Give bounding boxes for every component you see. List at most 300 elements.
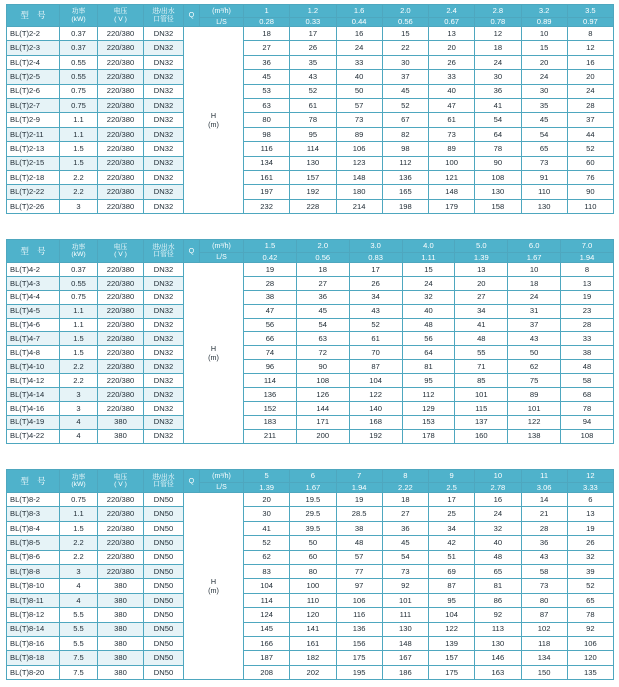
head-value-cell: 50: [290, 536, 336, 550]
head-value-cell: 35: [521, 98, 567, 112]
head-label-cell: [184, 263, 244, 444]
voltage-cell: 380: [98, 622, 144, 636]
head-value-cell: 122: [429, 622, 475, 636]
port-cell: DN32: [144, 84, 184, 98]
head-value-cell: 24: [567, 84, 613, 98]
model-cell: BL(T)2-6: [7, 84, 60, 98]
power-cell: 1.1: [60, 127, 98, 141]
m3h-label: (m³/h): [212, 472, 231, 480]
head-value-cell: 61: [349, 332, 402, 346]
head-value-cell: 20: [521, 55, 567, 69]
head-value-cell: 33: [561, 332, 614, 346]
table-row: [7, 304, 614, 318]
head-value-cell: 40: [475, 536, 521, 550]
head-value-cell: 48: [561, 360, 614, 374]
power-cell: 0.55: [60, 276, 98, 290]
power-cell: 4: [60, 579, 98, 593]
head-value-cell: 28: [244, 276, 297, 290]
head-value-cell: 157: [429, 651, 475, 665]
head-value-cell: 15: [382, 27, 428, 41]
head-value-cell: 141: [290, 622, 336, 636]
head-value-cell: 80: [521, 593, 567, 607]
table-row: [7, 290, 614, 304]
head-value-cell: 8: [561, 263, 614, 277]
head-value-cell: 56: [244, 318, 297, 332]
flow-m3h-value: 4.0: [402, 240, 455, 253]
head-value-cell: 28: [561, 318, 614, 332]
voltage-cell: 220/380: [98, 360, 144, 374]
model-cell: BL(T)2-13: [7, 142, 60, 156]
port-cell: DN32: [144, 98, 184, 112]
head-value-cell: 50: [508, 346, 561, 360]
model-cell: BL(T)4-4: [7, 290, 60, 304]
head-value-cell: 24: [336, 41, 382, 55]
head-value-cell: 200: [296, 429, 349, 443]
flow-m3h-value: 2.0: [382, 5, 428, 18]
flow-m3h-value: 1.6: [336, 5, 382, 18]
head-value-cell: 12: [567, 41, 613, 55]
head-value-cell: 26: [349, 276, 402, 290]
head-value-cell: 38: [244, 290, 297, 304]
table-row: [7, 622, 614, 636]
head-value-cell: 89: [336, 127, 382, 141]
flow-ls-value: 0.56: [382, 18, 428, 27]
head-value-cell: 232: [244, 199, 290, 213]
head-value-cell: 80: [244, 113, 290, 127]
head-value-cell: 48: [336, 536, 382, 550]
head-value-cell: 58: [521, 564, 567, 578]
head-value-cell: 54: [521, 127, 567, 141]
head-value-cell: 36: [521, 536, 567, 550]
head-value-cell: 24: [508, 290, 561, 304]
port-cell: DN50: [144, 651, 184, 665]
head-value-cell: 18: [382, 493, 428, 507]
head-value-cell: 116: [336, 608, 382, 622]
flow-unit-m3h: [200, 470, 244, 483]
flow-ls-value: 1.67: [290, 483, 336, 493]
head-value-cell: 95: [290, 127, 336, 141]
head-value-cell: 95: [429, 593, 475, 607]
table-row: [7, 593, 614, 607]
head-value-cell: 60: [567, 156, 613, 170]
head-value-cell: 13: [561, 276, 614, 290]
model-cell: BL(T)4-2: [7, 263, 60, 277]
head-value-cell: 14: [521, 493, 567, 507]
head-value-cell: 54: [475, 113, 521, 127]
head-value-cell: 148: [336, 170, 382, 184]
head-value-cell: 178: [402, 429, 455, 443]
power-label: 功率: [71, 473, 86, 481]
head-value-cell: 27: [455, 290, 508, 304]
voltage-cell: 220/380: [98, 263, 144, 277]
head-value-cell: 36: [475, 84, 521, 98]
head-value-cell: 26: [429, 55, 475, 69]
head-value-cell: 110: [521, 185, 567, 199]
head-value-cell: 81: [402, 360, 455, 374]
head-value-cell: 24: [475, 55, 521, 69]
head-value-cell: 180: [336, 185, 382, 199]
table-row: [7, 665, 614, 679]
head-value-cell: 52: [244, 536, 290, 550]
model-cell: BL(T)8-16: [7, 636, 60, 650]
port-sub-label: 口管径: [153, 251, 174, 258]
table-row: [7, 113, 614, 127]
head-value-cell: 137: [455, 415, 508, 429]
head-value-cell: 130: [290, 156, 336, 170]
head-value-cell: 39: [567, 564, 613, 578]
head-value-cell: 187: [244, 651, 290, 665]
port-label: 进/出水: [152, 243, 175, 251]
model-cell: BL(T)4-6: [7, 318, 60, 332]
head-value-cell: 48: [475, 550, 521, 564]
head-value-cell: 124: [244, 608, 290, 622]
head-value-cell: 10: [521, 27, 567, 41]
flow-m3h-value: 10: [475, 470, 521, 483]
head-value-cell: 202: [290, 665, 336, 679]
head-value-cell: 83: [244, 564, 290, 578]
head-value-cell: 8: [567, 27, 613, 41]
model-cell: BL(T)8-6: [7, 550, 60, 564]
head-value-cell: 192: [349, 429, 402, 443]
power-cell: 1.1: [60, 113, 98, 127]
head-value-cell: 140: [349, 401, 402, 415]
head-value-cell: 211: [244, 429, 297, 443]
head-value-cell: 64: [475, 127, 521, 141]
head-value-cell: 81: [475, 579, 521, 593]
port-label: 进/出水: [152, 473, 175, 481]
head-value-cell: 66: [244, 332, 297, 346]
power-header: [60, 5, 98, 27]
head-label-cell: [184, 493, 244, 680]
q-label: Q: [188, 12, 195, 19]
head-value-cell: 113: [475, 622, 521, 636]
power-cell: 2.2: [60, 536, 98, 550]
port-sub-label: 口管径: [153, 481, 174, 488]
head-value-cell: 120: [567, 651, 613, 665]
port-header: [144, 5, 184, 27]
head-value-cell: 150: [521, 665, 567, 679]
voltage-cell: 220/380: [98, 564, 144, 578]
head-value-cell: 130: [475, 185, 521, 199]
head-value-cell: 120: [290, 608, 336, 622]
voltage-cell: 220/380: [98, 113, 144, 127]
head-value-cell: 80: [290, 564, 336, 578]
head-value-cell: 90: [475, 156, 521, 170]
head-value-cell: 20: [429, 41, 475, 55]
model-header: [7, 470, 60, 493]
port-cell: DN50: [144, 622, 184, 636]
head-value-cell: 48: [402, 318, 455, 332]
head-value-cell: 21: [521, 507, 567, 521]
flow-m3h-value: 6: [290, 470, 336, 483]
power-cell: 5.5: [60, 622, 98, 636]
voltage-cell: 380: [98, 636, 144, 650]
head-value-cell: 44: [567, 127, 613, 141]
head-value-cell: 56: [402, 332, 455, 346]
head-unit: (m): [208, 586, 219, 596]
head-value-cell: 43: [290, 70, 336, 84]
head-value-cell: 106: [336, 142, 382, 156]
head-value-cell: 92: [382, 579, 428, 593]
power-cell: 1.1: [60, 318, 98, 332]
head-value-cell: 73: [521, 579, 567, 593]
head-value-cell: 52: [567, 579, 613, 593]
head-value-cell: 45: [382, 84, 428, 98]
port-cell: DN50: [144, 550, 184, 564]
head-value-cell: 101: [455, 388, 508, 402]
port-cell: DN32: [144, 374, 184, 388]
head-value-cell: 182: [290, 651, 336, 665]
voltage-cell: 220/380: [98, 290, 144, 304]
power-unit: (kW): [71, 251, 86, 258]
head-value-cell: 90: [567, 185, 613, 199]
performance-table-bl4: [6, 239, 614, 444]
port-cell: DN50: [144, 665, 184, 679]
head-value-cell: 171: [296, 415, 349, 429]
flow-m3h-value: 12: [567, 470, 613, 483]
voltage-header: [98, 470, 144, 493]
power-cell: 3: [60, 199, 98, 213]
head-value-cell: 87: [429, 579, 475, 593]
head-value-cell: 73: [336, 113, 382, 127]
power-cell: 0.75: [60, 98, 98, 112]
head-value-cell: 108: [475, 170, 521, 184]
head-value-cell: 52: [290, 84, 336, 98]
power-header: [60, 240, 98, 263]
power-cell: 2.2: [60, 374, 98, 388]
power-cell: 1.1: [60, 304, 98, 318]
head-value-cell: 33: [429, 70, 475, 84]
head-unit: (m): [208, 352, 219, 362]
head-value-cell: 108: [561, 429, 614, 443]
head-value-cell: 37: [567, 113, 613, 127]
voltage-cell: 220/380: [98, 521, 144, 535]
head-value-cell: 32: [475, 521, 521, 535]
head-value-cell: 64: [402, 346, 455, 360]
port-cell: DN32: [144, 185, 184, 199]
power-cell: 7.5: [60, 665, 98, 679]
port-cell: DN32: [144, 346, 184, 360]
voltage-cell: 220/380: [98, 401, 144, 415]
model-cell: BL(T)4-14: [7, 388, 60, 402]
head-value-cell: 58: [561, 374, 614, 388]
flow-ls-value: 0.89: [521, 18, 567, 27]
table-row: [7, 536, 614, 550]
voltage-cell: 380: [98, 579, 144, 593]
head-value-cell: 148: [429, 185, 475, 199]
head-value-cell: 208: [244, 665, 290, 679]
head-value-cell: 19: [244, 263, 297, 277]
port-cell: DN32: [144, 142, 184, 156]
port-cell: DN32: [144, 70, 184, 84]
power-cell: 5.5: [60, 636, 98, 650]
head-value-cell: 118: [521, 636, 567, 650]
head-value-cell: 98: [382, 142, 428, 156]
voltage-cell: 380: [98, 593, 144, 607]
power-cell: 0.37: [60, 27, 98, 41]
table-row: [7, 127, 614, 141]
power-label: 功率: [71, 8, 86, 16]
power-cell: 0.37: [60, 263, 98, 277]
model-cell: BL(T)2-4: [7, 55, 60, 69]
head-value-cell: 148: [382, 636, 428, 650]
flow-ls-value: 2.5: [429, 483, 475, 493]
power-cell: 3: [60, 564, 98, 578]
head-value-cell: 23: [561, 304, 614, 318]
port-cell: DN50: [144, 536, 184, 550]
head-value-cell: 152: [244, 401, 297, 415]
head-value-cell: 91: [521, 170, 567, 184]
head-value-cell: 16: [567, 55, 613, 69]
head-value-cell: 6: [567, 493, 613, 507]
head-value-cell: 20: [567, 70, 613, 84]
power-cell: 4: [60, 593, 98, 607]
head-value-cell: 144: [296, 401, 349, 415]
head-value-cell: 63: [296, 332, 349, 346]
head-value-cell: 65: [521, 142, 567, 156]
voltage-cell: 220/380: [98, 199, 144, 213]
power-cell: 2.2: [60, 550, 98, 564]
table-row: [7, 374, 614, 388]
head-value-cell: 43: [508, 332, 561, 346]
port-cell: DN32: [144, 263, 184, 277]
head-value-cell: 87: [521, 608, 567, 622]
power-cell: 4: [60, 415, 98, 429]
power-cell: 0.37: [60, 41, 98, 55]
table-row: [7, 98, 614, 112]
flow-m3h-value: 5: [244, 470, 290, 483]
power-unit: (kW): [71, 15, 86, 23]
head-value-cell: 82: [382, 127, 428, 141]
head-value-cell: 10: [508, 263, 561, 277]
voltage-cell: 220/380: [98, 493, 144, 507]
head-value-cell: 47: [244, 304, 297, 318]
head-value-cell: 45: [296, 304, 349, 318]
flow-ls-value: 1.94: [336, 483, 382, 493]
model-cell: BL(T)4-7: [7, 332, 60, 346]
q-header: [184, 240, 200, 263]
head-value-cell: 135: [567, 665, 613, 679]
head-value-cell: 54: [382, 550, 428, 564]
model-cell: BL(T)8-8: [7, 564, 60, 578]
port-cell: DN32: [144, 156, 184, 170]
head-value-cell: 33: [336, 55, 382, 69]
head-value-cell: 156: [336, 636, 382, 650]
port-cell: DN32: [144, 360, 184, 374]
model-cell: BL(T)2-2: [7, 27, 60, 41]
head-value-cell: 19: [567, 521, 613, 535]
head-value-cell: 69: [429, 564, 475, 578]
flow-m3h-value: 1.2: [290, 5, 336, 18]
head-value-cell: 28: [567, 98, 613, 112]
voltage-cell: 220/380: [98, 346, 144, 360]
port-header: [144, 470, 184, 493]
head-value-cell: 61: [429, 113, 475, 127]
head-value-cell: 134: [521, 651, 567, 665]
head-value-cell: 136: [382, 170, 428, 184]
head-value-cell: 78: [561, 401, 614, 415]
model-cell: BL(T)4-10: [7, 360, 60, 374]
head-value-cell: 85: [455, 374, 508, 388]
head-value-cell: 197: [244, 185, 290, 199]
head-value-cell: 16: [336, 27, 382, 41]
flow-m3h-value: 3.2: [521, 5, 567, 18]
table-row: [7, 550, 614, 564]
head-value-cell: 68: [561, 388, 614, 402]
port-cell: DN32: [144, 170, 184, 184]
head-value-cell: 45: [244, 70, 290, 84]
model-header-label: 型 号: [20, 475, 46, 486]
table-row: [7, 608, 614, 622]
head-value-cell: 28: [521, 521, 567, 535]
flow-ls-value: 1.67: [508, 253, 561, 263]
port-cell: DN50: [144, 636, 184, 650]
voltage-header: [98, 5, 144, 27]
voltage-label: 电压: [113, 8, 128, 16]
header-row: [7, 5, 614, 18]
power-cell: 3: [60, 401, 98, 415]
head-value-cell: 45: [382, 536, 428, 550]
voltage-cell: 220/380: [98, 84, 144, 98]
voltage-cell: 380: [98, 665, 144, 679]
q-label: Q: [188, 247, 195, 255]
model-cell: BL(T)2-22: [7, 185, 60, 199]
head-label: H: [210, 111, 217, 121]
head-value-cell: 102: [521, 622, 567, 636]
voltage-cell: 220/380: [98, 388, 144, 402]
ls-label: L/S: [216, 254, 227, 261]
head-value-cell: 166: [244, 636, 290, 650]
head-value-cell: 52: [349, 318, 402, 332]
head-value-cell: 47: [429, 98, 475, 112]
head-value-cell: 39.5: [290, 521, 336, 535]
m3h-label: (m³/h): [212, 242, 231, 250]
port-cell: DN50: [144, 593, 184, 607]
flow-m3h-value: 2.4: [429, 5, 475, 18]
flow-unit-ls: [200, 18, 244, 27]
table-row: [7, 507, 614, 521]
power-cell: 0.75: [60, 84, 98, 98]
head-value-cell: 73: [429, 127, 475, 141]
ls-label: L/S: [216, 484, 227, 491]
table-row: [7, 415, 614, 429]
head-value-cell: 28.5: [336, 507, 382, 521]
head-value-cell: 139: [429, 636, 475, 650]
model-cell: BL(T)2-3: [7, 41, 60, 55]
head-value-cell: 32: [567, 550, 613, 564]
voltage-cell: 220/380: [98, 318, 144, 332]
head-value-cell: 18: [475, 41, 521, 55]
model-cell: BL(T)8-18: [7, 651, 60, 665]
head-value-cell: 110: [567, 199, 613, 213]
head-value-cell: 52: [382, 98, 428, 112]
table-row: [7, 388, 614, 402]
head-value-cell: 126: [296, 388, 349, 402]
head-value-cell: 27: [244, 41, 290, 55]
head-value-cell: 19: [561, 290, 614, 304]
head-value-cell: 94: [561, 415, 614, 429]
model-cell: BL(T)4-3: [7, 276, 60, 290]
port-cell: DN32: [144, 415, 184, 429]
power-cell: 1.5: [60, 346, 98, 360]
flow-m3h-value: 11: [521, 470, 567, 483]
voltage-unit: ( V ): [114, 481, 127, 488]
voltage-unit: ( V ): [114, 15, 127, 23]
table-row: [7, 170, 614, 184]
port-cell: DN32: [144, 55, 184, 69]
model-cell: BL(T)8-5: [7, 536, 60, 550]
flow-ls-value: 2.22: [382, 483, 428, 493]
